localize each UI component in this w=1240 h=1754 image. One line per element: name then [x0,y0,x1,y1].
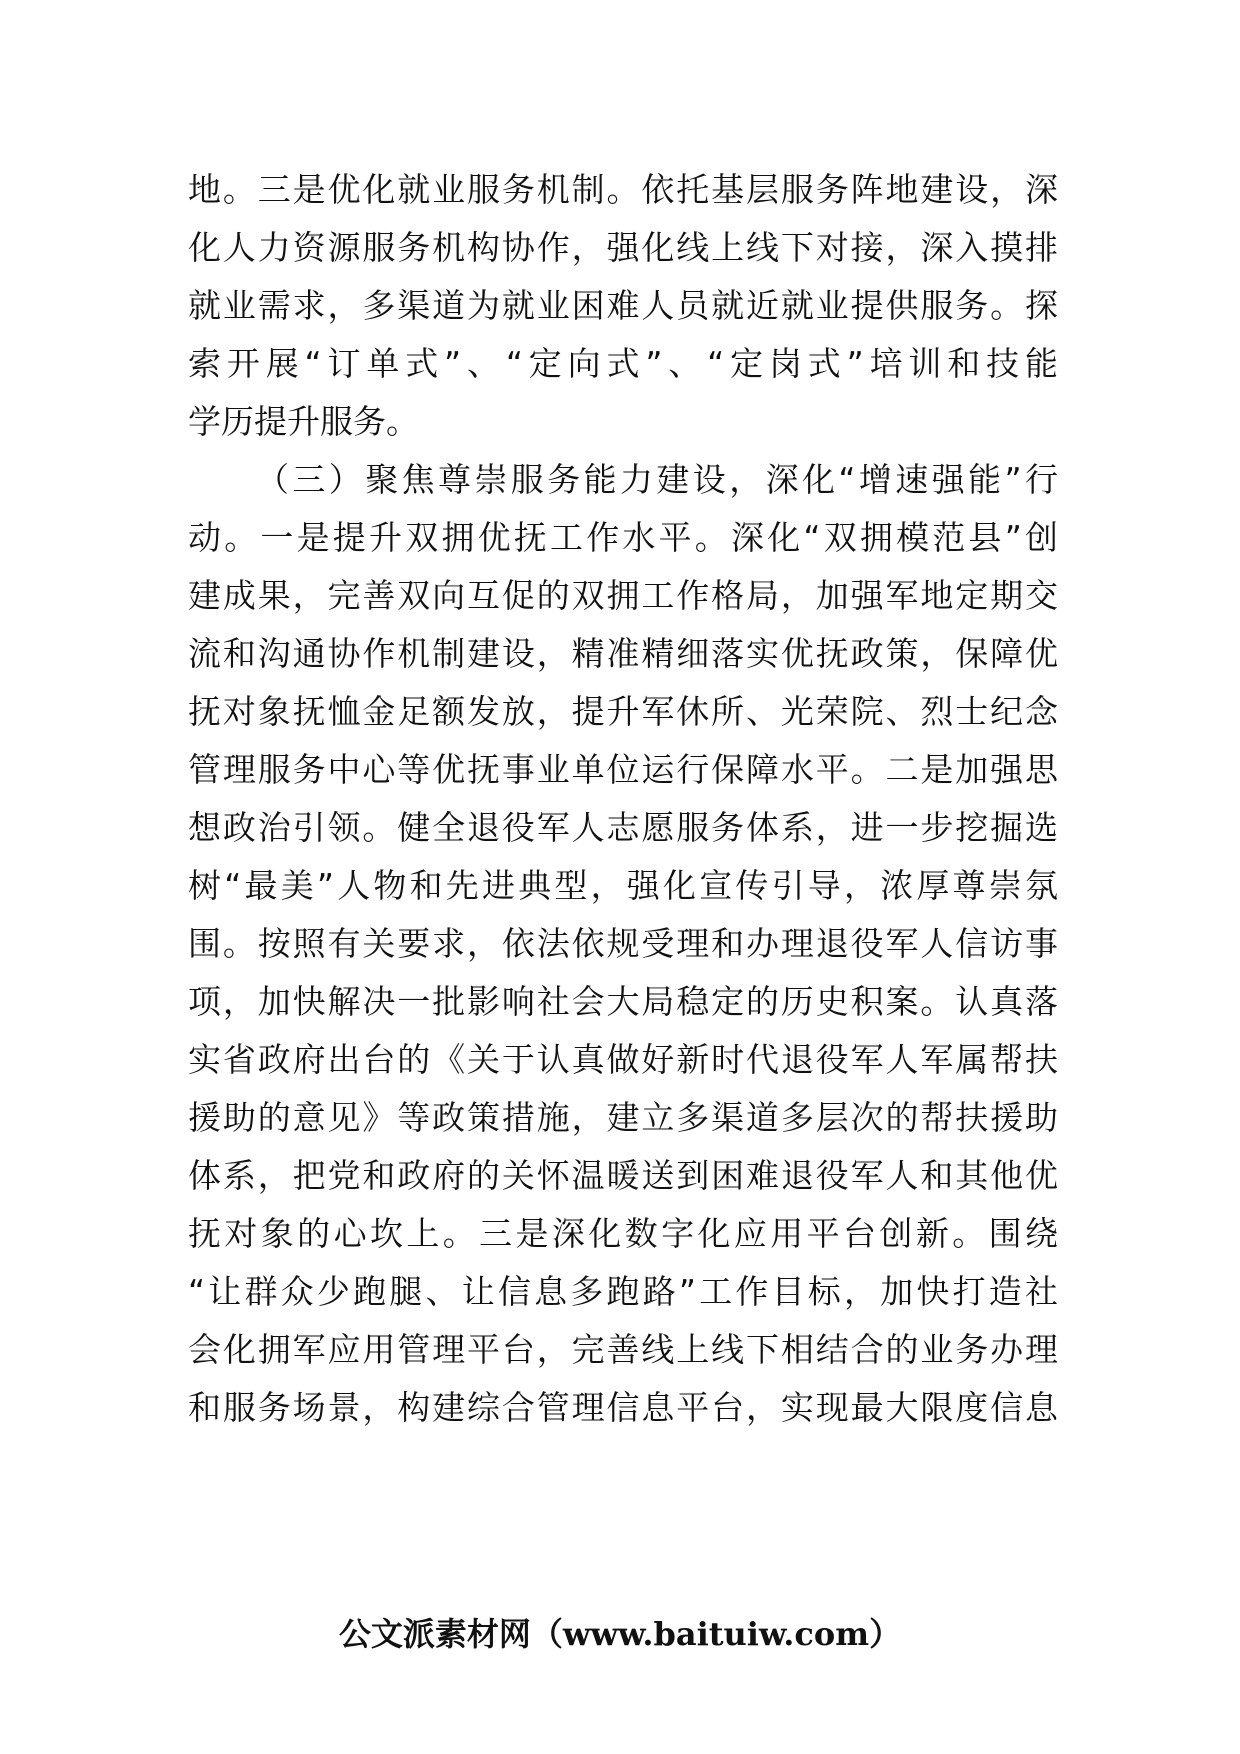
page-footer-watermark: 公文派素材网（www.baituiw.com） [338,1615,902,1653]
body-text-line: 想政治引领。健全退役军人志愿服务体系，进一步挖掘选 [188,808,1058,847]
body-text-line: 流和沟通协作机制建设，精准精细落实优抚政策，保障优 [188,634,1058,673]
section-heading-line: （三）聚焦尊崇服务能力建设，深化“增速强能”行 [256,460,1058,499]
body-text-line: 项，加快解决一批影响社会大局稳定的历史积案。认真落 [188,982,1058,1021]
body-text-line: 化人力资源服务机构协作，强化线上线下对接，深入摸排 [188,228,1058,267]
body-text-line: 建成果，完善双向互促的双拥工作格局，加强军地定期交 [188,576,1058,615]
body-text-line: 抚对象的心坎上。三是深化数字化应用平台创新。围绕 [188,1214,1058,1253]
body-text-line: “让群众少跑腿、让信息多跑路”工作目标，加快打造社 [188,1272,1058,1311]
body-text-line: 围。按照有关要求，依法依规受理和办理退役军人信访事 [188,924,1058,963]
body-text-line: 动。一是提升双拥优抚工作水平。深化“双拥模范县”创 [188,518,1058,557]
body-text-line: 索开展“订单式”、“定向式”、“定岗式”培训和技能 [188,344,1058,383]
body-text-line: 抚对象抚恤金足额发放，提升军休所、光荣院、烈士纪念 [188,692,1058,731]
body-text-line: 和服务场景，构建综合管理信息平台，实现最大限度信息 [188,1388,1058,1427]
body-text-line: 学历提升服务。 [188,402,419,441]
body-text-line: 援助的意见》等政策措施，建立多渠道多层次的帮扶援助 [188,1098,1058,1137]
body-text-line: 实省政府出台的《关于认真做好新时代退役军人军属帮扶 [188,1040,1058,1079]
body-text-line: 树“最美”人物和先进典型，强化宣传引导，浓厚尊崇氛 [188,866,1058,905]
body-text-line: 体系，把党和政府的关怀温暖送到困难退役军人和其他优 [188,1156,1058,1195]
body-text-line: 就业需求，多渠道为就业困难人员就近就业提供服务。探 [188,286,1058,325]
body-text-line: 地。三是优化就业服务机制。依托基层服务阵地建设，深 [188,170,1058,209]
body-text-line: 会化拥军应用管理平台，完善线上线下相结合的业务办理 [188,1330,1058,1369]
body-text-line: 管理服务中心等优抚事业单位运行保障水平。二是加强思 [188,750,1058,789]
